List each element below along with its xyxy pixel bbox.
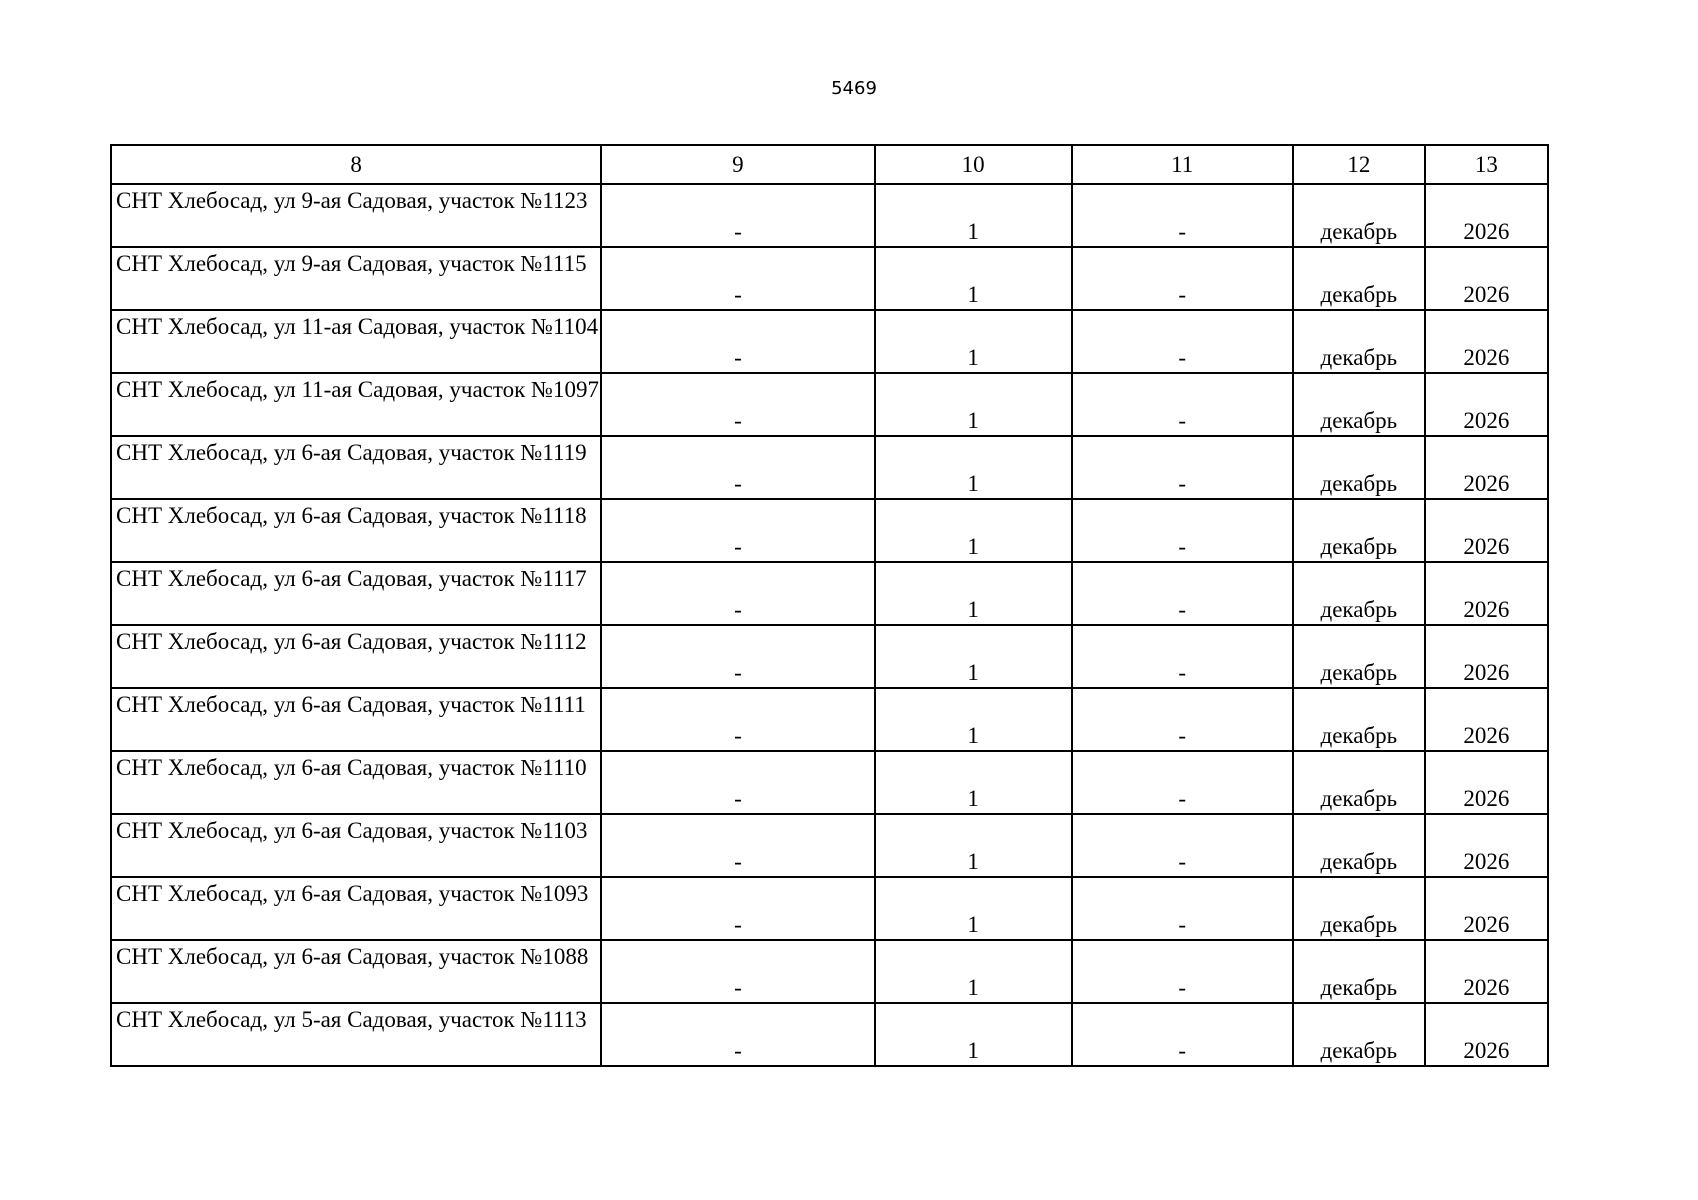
year-cell: 2026 — [1425, 940, 1548, 1003]
year-cell: 2026 — [1425, 1003, 1548, 1066]
year-cell: 2026 — [1425, 688, 1548, 751]
column-11-cell: - — [1072, 877, 1293, 940]
month-cell: декабрь — [1293, 814, 1425, 877]
table-row — [111, 1003, 1548, 1066]
table-body — [111, 184, 1548, 1066]
table-row — [111, 310, 1548, 373]
address-cell: СНТ Хлебосад, ул 6-ая Садовая, участок №1111 — [111, 688, 601, 751]
column-10-cell: 1 — [875, 499, 1072, 562]
table-row — [111, 436, 1548, 499]
column-11-cell: - — [1072, 562, 1293, 625]
address-cell: СНТ Хлебосад, ул 6-ая Садовая, участок №1112 — [111, 625, 601, 688]
table-row — [111, 247, 1548, 310]
table-row — [111, 814, 1548, 877]
table-row — [111, 940, 1548, 1003]
column-9-cell: - — [601, 436, 874, 499]
column-11-cell: - — [1072, 625, 1293, 688]
column-header: 13 — [1425, 145, 1548, 184]
year-cell: 2026 — [1425, 247, 1548, 310]
address-cell: СНТ Хлебосад, ул 9-ая Садовая, участок №1123 — [111, 184, 601, 247]
month-cell: декабрь — [1293, 310, 1425, 373]
table-row — [111, 499, 1548, 562]
column-9-cell: - — [601, 877, 874, 940]
address-cell: СНТ Хлебосад, ул 5-ая Садовая, участок №1113 — [111, 1003, 601, 1066]
column-9-cell: - — [601, 1003, 874, 1066]
column-10-cell: 1 — [875, 436, 1072, 499]
column-9-cell: - — [601, 310, 874, 373]
month-cell: декабрь — [1293, 247, 1425, 310]
column-10-cell: 1 — [875, 247, 1072, 310]
address-cell: СНТ Хлебосад, ул 6-ая Садовая, участок №1110 — [111, 751, 601, 814]
address-cell: СНТ Хлебосад, ул 9-ая Садовая, участок №1115 — [111, 247, 601, 310]
column-9-cell: - — [601, 751, 874, 814]
year-cell: 2026 — [1425, 562, 1548, 625]
column-11-cell: - — [1072, 751, 1293, 814]
month-cell: декабрь — [1293, 688, 1425, 751]
year-cell: 2026 — [1425, 877, 1548, 940]
column-11-cell: - — [1072, 940, 1293, 1003]
column-9-cell: - — [601, 688, 874, 751]
header-row — [111, 145, 1548, 184]
column-10-cell: 1 — [875, 625, 1072, 688]
column-11-cell: - — [1072, 247, 1293, 310]
page-number: 5469 — [831, 78, 877, 99]
column-10-cell: 1 — [875, 751, 1072, 814]
year-cell: 2026 — [1425, 373, 1548, 436]
column-9-cell: - — [601, 499, 874, 562]
column-10-cell: 1 — [875, 373, 1072, 436]
column-9-cell: - — [601, 562, 874, 625]
address-cell: СНТ Хлебосад, ул 6-ая Садовая, участок №1118 — [111, 499, 601, 562]
month-cell: декабрь — [1293, 436, 1425, 499]
column-10-cell: 1 — [875, 814, 1072, 877]
month-cell: декабрь — [1293, 877, 1425, 940]
year-cell: 2026 — [1425, 184, 1548, 247]
table-row — [111, 625, 1548, 688]
column-9-cell: - — [601, 625, 874, 688]
address-cell: СНТ Хлебосад, ул 11-ая Садовая, участок №1097 — [111, 373, 601, 436]
address-cell: СНТ Хлебосад, ул 6-ая Садовая, участок №1088 — [111, 940, 601, 1003]
column-9-cell: - — [601, 814, 874, 877]
column-11-cell: - — [1072, 436, 1293, 499]
table-row — [111, 877, 1548, 940]
table-row — [111, 688, 1548, 751]
column-9-cell: - — [601, 247, 874, 310]
month-cell: декабрь — [1293, 1003, 1425, 1066]
column-header: 11 — [1072, 145, 1293, 184]
column-10-cell: 1 — [875, 1003, 1072, 1066]
month-cell: декабрь — [1293, 184, 1425, 247]
month-cell: декабрь — [1293, 625, 1425, 688]
column-header: 8 — [111, 145, 601, 184]
column-10-cell: 1 — [875, 184, 1072, 247]
year-cell: 2026 — [1425, 814, 1548, 877]
column-10-cell: 1 — [875, 877, 1072, 940]
address-cell: СНТ Хлебосад, ул 6-ая Садовая, участок №1093 — [111, 877, 601, 940]
column-11-cell: - — [1072, 1003, 1293, 1066]
column-9-cell: - — [601, 373, 874, 436]
month-cell: декабрь — [1293, 940, 1425, 1003]
column-11-cell: - — [1072, 310, 1293, 373]
month-cell: декабрь — [1293, 373, 1425, 436]
column-11-cell: - — [1072, 373, 1293, 436]
column-11-cell: - — [1072, 814, 1293, 877]
column-header: 10 — [875, 145, 1072, 184]
year-cell: 2026 — [1425, 625, 1548, 688]
address-cell: СНТ Хлебосад, ул 6-ая Садовая, участок №1119 — [111, 436, 601, 499]
column-10-cell: 1 — [875, 310, 1072, 373]
column-11-cell: - — [1072, 184, 1293, 247]
address-cell: СНТ Хлебосад, ул 6-ая Садовая, участок №1103 — [111, 814, 601, 877]
year-cell: 2026 — [1425, 751, 1548, 814]
column-9-cell: - — [601, 940, 874, 1003]
column-10-cell: 1 — [875, 562, 1072, 625]
table-row — [111, 751, 1548, 814]
column-9-cell: - — [601, 184, 874, 247]
address-cell: СНТ Хлебосад, ул 11-ая Садовая, участок №1104 — [111, 310, 601, 373]
month-cell: декабрь — [1293, 499, 1425, 562]
column-header: 12 — [1293, 145, 1425, 184]
month-cell: декабрь — [1293, 751, 1425, 814]
table-row — [111, 373, 1548, 436]
data-table — [110, 144, 1549, 1067]
table-row — [111, 184, 1548, 247]
year-cell: 2026 — [1425, 436, 1548, 499]
column-10-cell: 1 — [875, 940, 1072, 1003]
month-cell: декабрь — [1293, 562, 1425, 625]
column-10-cell: 1 — [875, 688, 1072, 751]
table-row — [111, 562, 1548, 625]
address-cell: СНТ Хлебосад, ул 6-ая Садовая, участок №1117 — [111, 562, 601, 625]
column-11-cell: - — [1072, 688, 1293, 751]
column-11-cell: - — [1072, 499, 1293, 562]
column-header: 9 — [601, 145, 874, 184]
year-cell: 2026 — [1425, 310, 1548, 373]
year-cell: 2026 — [1425, 499, 1548, 562]
